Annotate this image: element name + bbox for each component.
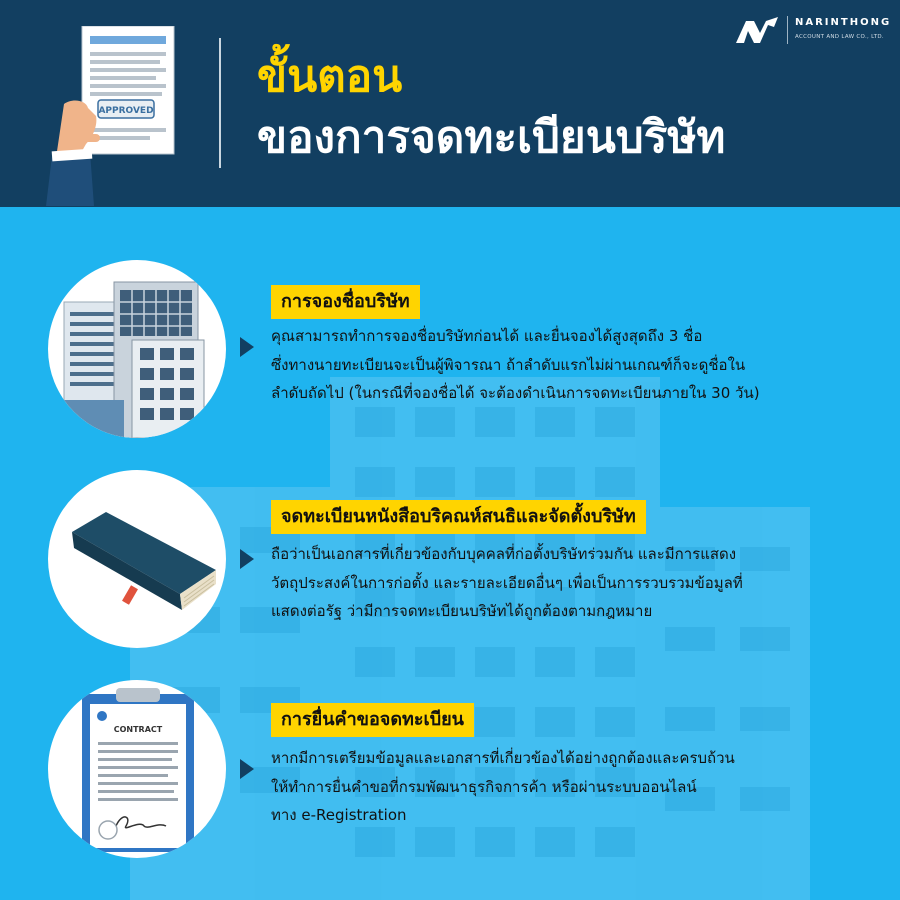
step-2-line-2: วัตถุประสงค์ในการก่อตั้ง และรายละเอียดอื่นๆ เพื่อเป็นการรวบรวมข้อมูลที่ xyxy=(271,573,743,592)
step-1-description xyxy=(271,322,881,408)
step-3-line-1: หากมีการเตรียมข้อมูลและเอกสารที่เกี่ยวข้องได้อย่างถูกต้องและครบถ้วน xyxy=(271,749,735,767)
step-2-line-3: แสดงต่อรัฐ ว่ามีการจดทะเบียนบริษัทได้ถูกต้องตามกฎหมาย xyxy=(271,602,653,620)
step-3-line-3: ทาง e-Registration xyxy=(271,806,407,824)
step-3-arrow-icon xyxy=(240,759,254,779)
step-1-title: การจองชื่อบริษัท xyxy=(271,285,420,319)
step-1-line-2: ซึ่งทางนายทะเบียนจะเป็นผู้พิจารณา ถ้าลำดับแรกไม่ผ่านเกณฑ์ก็จะดูชื่อใน xyxy=(271,355,746,374)
header-divider xyxy=(219,38,221,168)
step-1-arrow-icon xyxy=(240,337,254,357)
book-icon xyxy=(48,470,226,648)
step-3-description xyxy=(271,744,881,830)
step-3-title: การยื่นคำขอจดทะเบียน xyxy=(271,703,474,737)
step-1-image xyxy=(48,260,226,438)
narinthong-logo-icon xyxy=(734,15,780,45)
logo-company-name: NARINTHONG xyxy=(795,17,892,28)
page-title-line2: ของการจดทะเบียนบริษัท xyxy=(257,112,726,163)
header-banner xyxy=(0,0,900,207)
step-2-image xyxy=(48,470,226,648)
step-2-line-1: ถือว่าเป็นเอกสารที่เกี่ยวข้องกับบุคคลที่ก่อตั้งบริษัทร่วมกัน และมีการแสดง xyxy=(271,545,737,563)
contract-icon xyxy=(48,680,226,858)
logo-separator xyxy=(787,16,788,44)
step-2-description xyxy=(271,540,881,626)
logo-company-subtitle: ACCOUNT AND LAW CO., LTD. xyxy=(795,34,884,40)
contract-label: CONTRACT xyxy=(113,725,163,734)
company-logo xyxy=(734,13,894,49)
approved-stamp-text: APPROVED xyxy=(98,106,154,116)
step-3-image xyxy=(48,680,226,858)
approved-document-icon xyxy=(42,26,182,206)
step-2-arrow-icon xyxy=(240,549,254,569)
step-1-line-3: ลำดับถัดไป (ในกรณีที่จองชื่อได้ จะต้องดำเนินการจดทะเบียนภายใน 30 วัน) xyxy=(271,384,760,402)
step-1-line-1: คุณสามารถทำการจองชื่อบริษัทก่อนได้ และยื่นจองได้สูงสุดถึง 3 ชื่อ xyxy=(271,327,703,345)
page-title-line1: ขั้นตอน xyxy=(257,51,403,102)
step-3-line-2: ให้ทำการยื่นคำขอที่กรมพัฒนาธุรกิจการค้า หรือผ่านระบบออนไลน์ xyxy=(271,777,697,796)
office-buildings-icon xyxy=(48,260,226,438)
step-2-title: จดทะเบียนหนังสือบริคณห์สนธิและจัดตั้งบริษัท xyxy=(271,500,646,534)
